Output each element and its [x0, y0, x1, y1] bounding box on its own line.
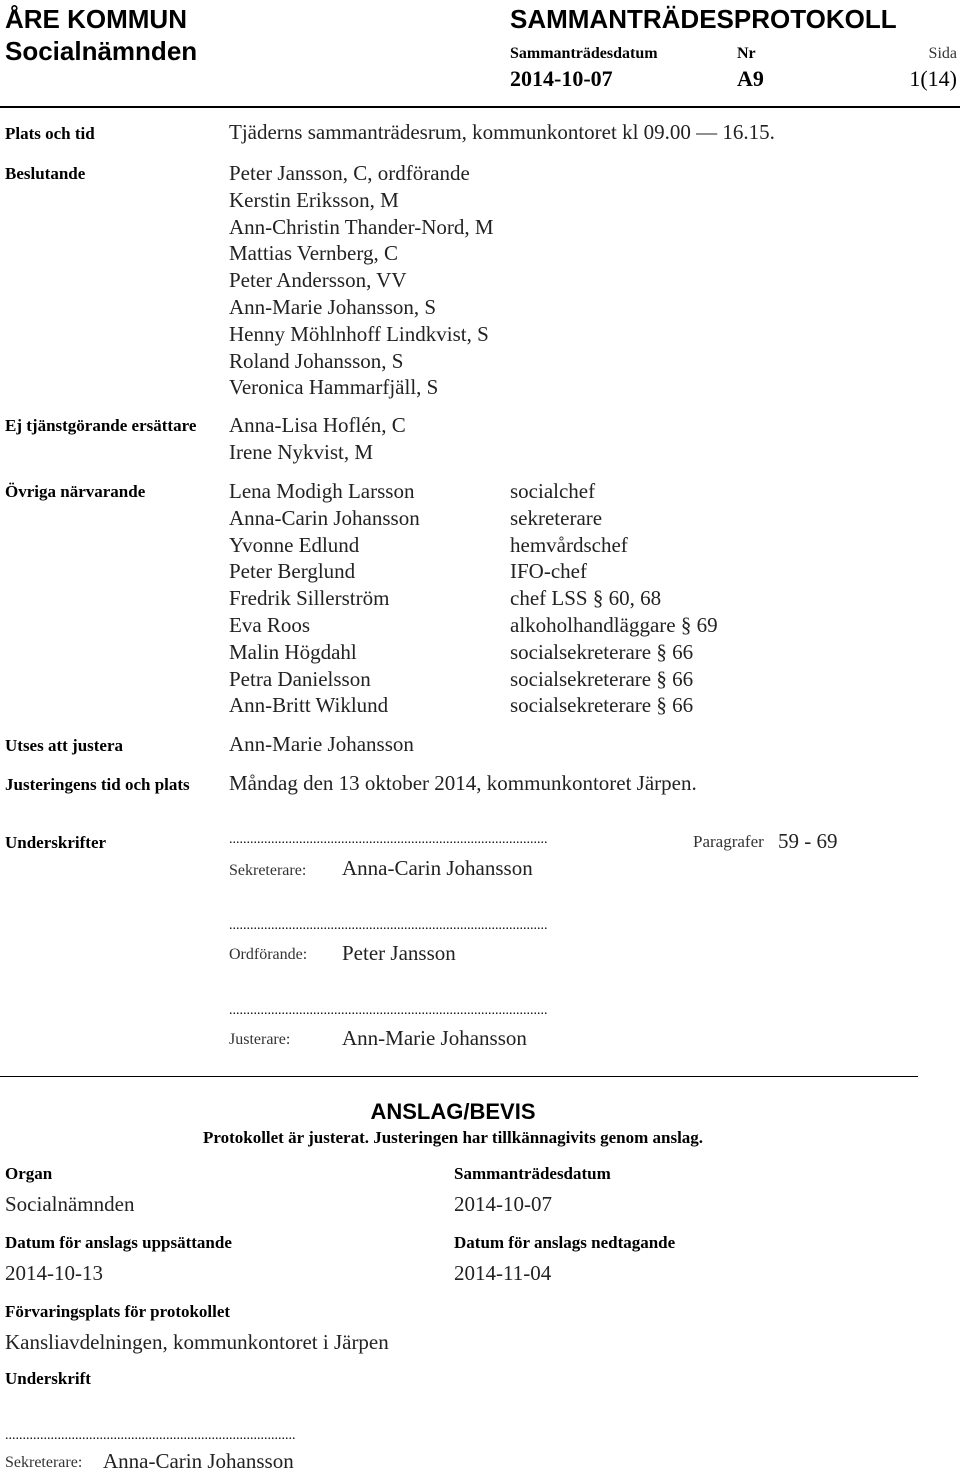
substitutes-list	[229, 412, 406, 466]
organ-label: Organ	[5, 1164, 53, 1183]
substitutes-label: Ej tjänstgörande ersättare	[5, 416, 197, 435]
person-role: sekreterare	[510, 505, 603, 530]
person-role: socialsekreterare § 66	[510, 666, 694, 691]
signature-line: ...........................................................................................	[229, 1003, 548, 1018]
page-label: Sida	[928, 45, 957, 62]
storage-value: Kansliavdelningen, kommunkontoret i Järpen	[5, 1330, 389, 1354]
notice-meeting-date-value: 2014-10-07	[454, 1192, 552, 1216]
chair-name: Peter Jansson	[342, 941, 456, 965]
person-name: Anna-Carin Johansson	[229, 505, 420, 530]
adjuster-value: Ann-Marie Johansson	[229, 732, 414, 756]
person-name: Lena Modigh Larsson	[229, 479, 415, 503]
list-item: Veronica Hammarfjäll, S	[229, 375, 439, 400]
meeting-date-label: Sammanträdesdatum	[510, 45, 658, 62]
document-type: SAMMANTRÄDESPROTOKOLL	[510, 4, 897, 34]
list-item: Mattias Vernberg, C	[229, 241, 398, 266]
meeting-date-value: 2014-10-07	[510, 66, 613, 91]
paragraphs-label: Paragrafer	[693, 832, 764, 851]
list-item: Kerstin Eriksson, M	[229, 187, 399, 212]
signature-line: ...................................................................................	[5, 1428, 296, 1443]
list-item: Roland Johansson, S	[229, 348, 404, 373]
municipality-name: ÅRE KOMMUN	[5, 4, 187, 34]
secretary-label: Sekreterare:	[229, 862, 307, 879]
list-item	[229, 692, 718, 719]
list-item: Anna-Lisa Hoflén, C	[229, 413, 406, 437]
person-role: IFO-chef	[510, 559, 587, 584]
deciding-label: Beslutande	[5, 164, 86, 183]
header-divider	[0, 106, 960, 108]
list-item	[229, 612, 718, 639]
list-item: Henny Möhlnhoff Lindkvist, S	[229, 321, 489, 346]
organ-value: Socialnämnden	[5, 1192, 135, 1216]
storage-label: Förvaringsplats för protokollet	[5, 1302, 231, 1321]
list-item	[229, 666, 718, 693]
section-divider	[0, 1076, 918, 1077]
posted-value: 2014-10-13	[5, 1261, 103, 1285]
list-item	[229, 478, 718, 505]
person-role: socialsekreterare § 66	[510, 639, 694, 664]
list-item: Ann-Marie Johansson, S	[229, 294, 437, 319]
person-role: chef LSS § 60, 68	[510, 586, 662, 611]
number-label: Nr	[737, 45, 756, 62]
adjust-time-label: Justeringens tid och plats	[5, 775, 190, 794]
person-name: Ann-Britt Wiklund	[229, 693, 389, 718]
removed-value: 2014-11-04	[454, 1261, 552, 1285]
notice-title: ANSLAG/BEVIS	[370, 1099, 536, 1124]
person-role: alkoholhandläggare § 69	[510, 612, 718, 637]
chair-label: Ordförande:	[229, 946, 308, 963]
notice-meeting-date-label: Sammanträdesdatum	[454, 1164, 611, 1183]
list-item: Peter Jansson, C, ordförande	[229, 161, 470, 185]
number-value: A9	[737, 66, 764, 91]
person-role: hemvårdschef	[510, 532, 628, 557]
list-item	[229, 585, 718, 612]
person-name: Peter Berglund	[229, 559, 356, 584]
person-role: socialsekreterare § 66	[510, 693, 694, 718]
adjust-time-value: Måndag den 13 oktober 2014, kommunkontoret Järpen.	[229, 771, 697, 795]
adjuster-label: Utses att justera	[5, 736, 124, 755]
others-label: Övriga närvarande	[5, 482, 146, 501]
adjuster-signature-name: Ann-Marie Johansson	[342, 1026, 527, 1050]
person-name: Yvonne Edlund	[229, 532, 360, 557]
person-name: Petra Danielsson	[229, 666, 371, 691]
notice-secretary-label: Sekreterare:	[5, 1454, 83, 1471]
place-value: Tjäderns sammanträdesrum, kommunkontoret kl 09.00 — 16.15.	[229, 120, 775, 144]
place-label: Plats och tid	[5, 124, 95, 143]
list-item	[229, 532, 718, 559]
adjuster-signature-label: Justerare:	[229, 1031, 291, 1048]
secretary-name: Anna-Carin Johansson	[342, 856, 533, 880]
signature-line: ...........................................................................................	[229, 918, 548, 933]
notice-subtitle: Protokollet är justerat. Justeringen har tillkännagivits genom anslag.	[202, 1128, 704, 1147]
paragraphs-value: 59 - 69	[778, 829, 838, 853]
posted-label: Datum för anslags uppsättande	[5, 1233, 232, 1252]
person-name: Malin Högdahl	[229, 639, 357, 664]
signatures-label: Underskrifter	[5, 833, 107, 852]
list-item: Irene Nykvist, M	[229, 439, 374, 464]
committee-name: Socialnämnden	[5, 36, 198, 66]
page-number: 1(14)	[909, 66, 957, 91]
others-list	[229, 478, 718, 719]
removed-label: Datum för anslags nedtagande	[454, 1233, 676, 1252]
list-item: Ann-Christin Thander-Nord, M	[229, 214, 494, 239]
list-item	[229, 639, 718, 666]
person-role: socialchef	[510, 479, 596, 503]
list-item	[229, 558, 718, 585]
person-name: Eva Roos	[229, 612, 311, 637]
list-item	[229, 505, 718, 532]
notice-signature-label: Underskrift	[5, 1369, 91, 1388]
signature-line: ...........................................................................................	[229, 832, 548, 847]
person-name: Fredrik Sillerström	[229, 586, 390, 611]
list-item: Peter Andersson, VV	[229, 268, 407, 293]
notice-secretary-name: Anna-Carin Johansson	[103, 1449, 294, 1473]
deciding-list	[229, 160, 494, 401]
